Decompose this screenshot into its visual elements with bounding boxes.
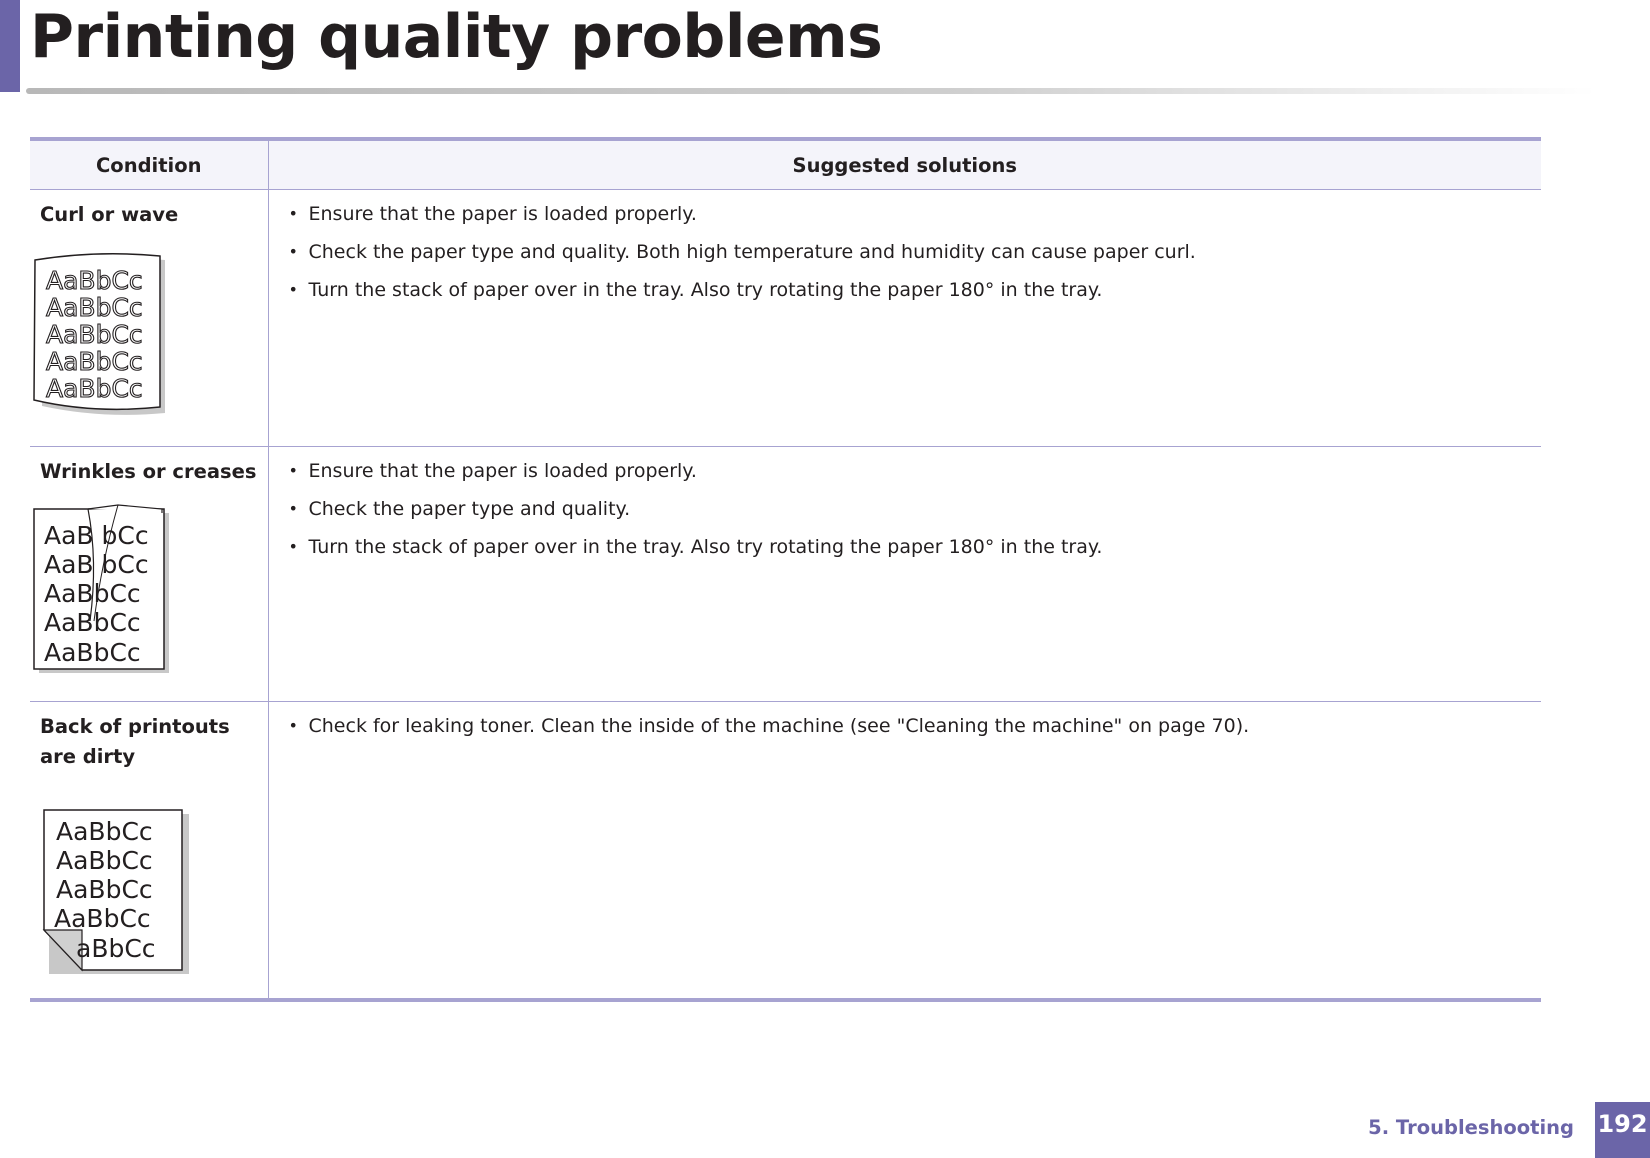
solution-item: • Check for leaking toner. Clean the inside of the machine (see "Cleaning the machine" on page 70). <box>289 712 1542 740</box>
condition-cell <box>30 190 268 447</box>
solutions-cell <box>268 702 1541 1000</box>
table-row <box>30 702 1541 1000</box>
sample-line: aBbCc <box>76 934 156 963</box>
sample-line: AaBbCc <box>46 293 143 322</box>
page-title: Printing quality problems <box>30 2 883 72</box>
solution-item: • Turn the stack of paper over in the tray. Also try rotating the paper 180° in the tray. <box>289 276 1542 304</box>
sample-line: AaBbCc <box>46 347 143 376</box>
table-row <box>30 190 1541 447</box>
solution-item: • Check the paper type and quality. Both high temperature and humidity can cause paper curl. <box>289 238 1542 266</box>
solutions-cell <box>268 447 1541 702</box>
sample-line: AaBbCc <box>44 579 141 608</box>
page-number: 192 <box>1597 1110 1648 1138</box>
title-underline <box>26 88 1596 94</box>
sample-line: AaB bCc <box>44 550 149 579</box>
page-number-badge <box>1595 1102 1650 1158</box>
sample-line: AaBbCc <box>46 266 143 295</box>
condition-label: Wrinkles or creases <box>40 460 257 483</box>
sample-line: AaBbCc <box>56 875 153 904</box>
sample-line: AaBbCc <box>54 904 151 933</box>
header-condition: Condition <box>30 139 268 190</box>
title-accent-bar <box>0 0 20 92</box>
table-header-row <box>30 139 1541 190</box>
sample-line: AaBbCc <box>44 608 141 637</box>
condition-label: Back of printouts are dirty <box>40 715 230 768</box>
sample-line: AaBbCc <box>56 817 153 846</box>
sample-line: AaBbCc <box>46 320 143 349</box>
sample-line: AaBbCc <box>46 374 143 403</box>
wrinkle-sample-image <box>32 501 182 681</box>
condition-label: Curl or wave <box>40 203 179 226</box>
solution-item: • Check the paper type and quality. <box>289 495 1542 523</box>
table-row <box>30 447 1541 702</box>
sample-line: AaBbCc <box>56 846 153 875</box>
solutions-table <box>30 137 1541 1002</box>
solution-item: • Ensure that the paper is loaded properly. <box>289 200 1542 228</box>
solutions-cell <box>268 190 1541 447</box>
solution-item: • Turn the stack of paper over in the tray. Also try rotating the paper 180° in the tray. <box>289 533 1542 561</box>
curl-sample-image <box>32 244 182 429</box>
condition-cell <box>30 702 268 1000</box>
dirty-back-sample-image <box>32 806 192 981</box>
footer-section-link[interactable]: 5. Troubleshooting <box>1368 1116 1574 1139</box>
header-solutions: Suggested solutions <box>268 139 1541 190</box>
solution-item: • Ensure that the paper is loaded properly. <box>289 457 1542 485</box>
condition-cell <box>30 447 268 702</box>
sample-line: AaBbCc <box>44 638 141 667</box>
sample-line: AaB bCc <box>44 521 149 550</box>
